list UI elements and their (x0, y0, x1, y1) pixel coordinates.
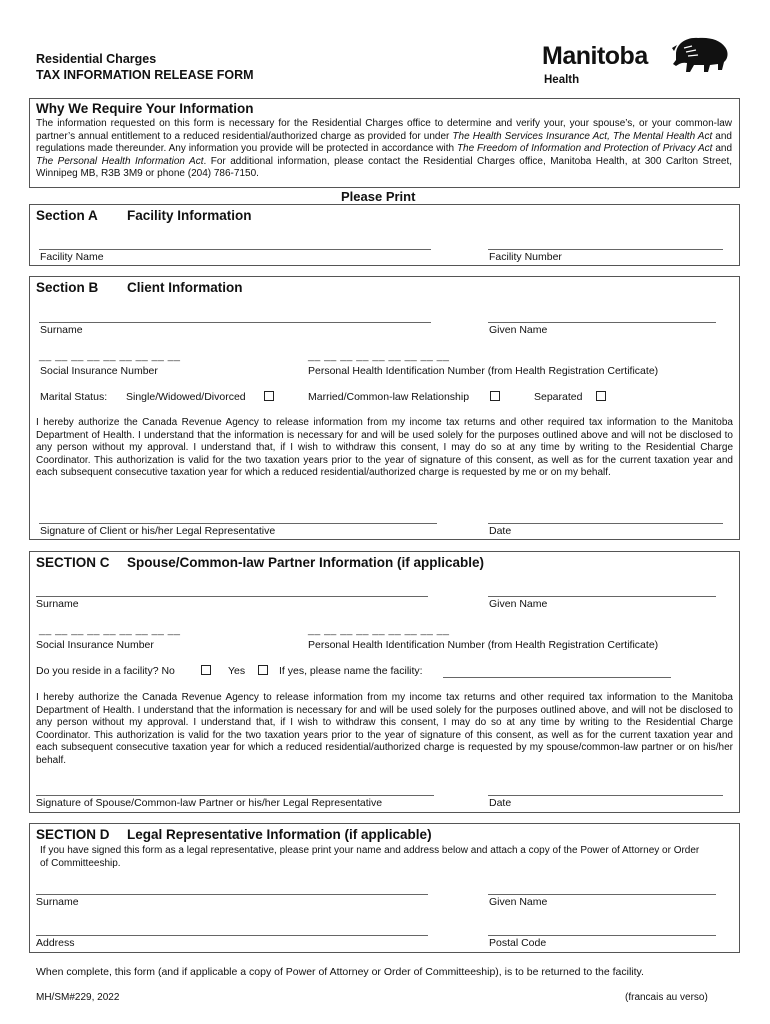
section-c-title: Spouse/Common-law Partner Information (if applicable) (127, 555, 485, 570)
logo-wordmark: Manitoba (542, 42, 648, 70)
facility-number-field[interactable] (488, 249, 723, 250)
why-title: Why We Require Your Information (36, 101, 254, 116)
spouse-sin-field[interactable]: __ __ __ __ __ __ __ __ __ (39, 624, 181, 636)
section-c-letter: SECTION C (36, 555, 110, 570)
separated-option-label: Separated (534, 391, 583, 403)
rep-address-label: Address (36, 937, 75, 949)
client-date-field[interactable] (488, 523, 723, 524)
why-we-require-box (29, 98, 740, 188)
manitoba-health-logo (542, 34, 732, 90)
reside-facility-question: Do you reside in a facility? No (36, 665, 175, 677)
please-print: Please Print (341, 189, 416, 204)
client-phin-label: Personal Health Identification Number (from Health Registration Certificate) (308, 365, 659, 377)
spouse-phin-field[interactable]: __ __ __ __ __ __ __ __ __ (308, 624, 450, 636)
section-d-letter: SECTION D (36, 827, 110, 842)
client-surname-label: Surname (40, 324, 83, 336)
facility-name-label: Facility Name (40, 251, 104, 263)
client-phin-field[interactable]: __ __ __ __ __ __ __ __ __ (308, 350, 450, 362)
logo-subtitle: Health (544, 74, 580, 86)
spouse-surname-label: Surname (36, 598, 79, 610)
facility-number-label: Facility Number (489, 251, 562, 263)
spouse-phin-label: Personal Health Identification Number (from Health Registration Certificate) (308, 639, 659, 651)
spouse-date-field[interactable] (488, 795, 723, 796)
reside-yes-checkbox[interactable] (258, 665, 268, 675)
spouse-surname-field[interactable] (36, 596, 428, 597)
section-a-title: Facility Information (127, 208, 252, 223)
client-sin-field[interactable]: __ __ __ __ __ __ __ __ __ (39, 350, 181, 362)
section-b-letter: Section B (36, 280, 99, 295)
rep-given-name-label: Given Name (489, 896, 548, 908)
rep-surname-label: Surname (36, 896, 79, 908)
program-name: Residential Charges (36, 52, 157, 66)
spouse-sin-label: Social Insurance Number (36, 639, 154, 651)
spouse-consent-text: I hereby authorize the Canada Revenue Agency to release information from my income tax returns and other required tax information to the Manitoba Department of Health. I understand that the information is necessary for and will be used solely for the purposes outlined above, and will not be disclosed to any person without my approval. I understand that, if I wish to withdraw this consent, I may do so at any time by writing to the Residential Charge Coordinator. This authorization is valid for the two taxation years prior to the year of signature of this consent, as well as for the current taxation year and each subsequent consecutive taxation year for which a reduced residential/authorized charge is requested by my spouse/common-law partner or on his/her behalf. (36, 692, 733, 766)
rep-given-name-field[interactable] (488, 894, 716, 895)
spouse-date-label: Date (489, 797, 512, 809)
facility-name-question: If yes, please name the facility: (279, 665, 423, 677)
section-b-box (29, 276, 740, 540)
reside-yes-label: Yes (228, 665, 246, 677)
client-given-name-field[interactable] (488, 322, 716, 323)
single-option-label: Single/Widowed/Divorced (126, 391, 246, 403)
marital-status-label: Marital Status: (40, 391, 108, 403)
rep-surname-field[interactable] (36, 894, 428, 895)
rep-postal-code-field[interactable] (488, 935, 716, 936)
client-surname-field[interactable] (39, 322, 431, 323)
bison-icon (670, 34, 732, 78)
spouse-given-name-label: Given Name (489, 598, 548, 610)
rep-address-field[interactable] (36, 935, 428, 936)
spouse-signature-field[interactable] (36, 795, 434, 796)
section-b-title: Client Information (127, 280, 243, 295)
single-checkbox[interactable] (264, 391, 274, 401)
section-d-intro: If you have signed this form as a legal representative, please print your name and address below and attach a copy of the Power of Attorney or Order of Committeeship. (40, 845, 700, 869)
client-signature-label: Signature of Client or his/her Legal Representative (40, 525, 276, 537)
reside-no-checkbox[interactable] (201, 665, 211, 675)
client-given-name-label: Given Name (489, 324, 548, 336)
french-version-note: (francais au verso) (625, 992, 708, 1003)
client-consent-text: I hereby authorize the Canada Revenue Agency to release information from my income tax returns and other required tax information to the Manitoba Department of Health. I understand that the information is necessary for and will be used solely for the purposes outlined above and will not be disclosed to any person without my approval. I understand that, if I wish to withdraw this consent, I may do so at any time by writing to the Residential Charge Coordinator. This authorization is valid for the two taxation years prior to the year of signature of this consent, as well as for the current taxation year and each subsequent consecutive taxation year for which a reduced residential/authorized charge is requested by me or on my behalf. (36, 417, 733, 479)
section-c-box (29, 551, 740, 813)
return-instructions: When complete, this form (and if applicable a copy of Power of Attorney or Order of Committeeship), is to be returned to the facility. (36, 966, 644, 978)
section-a-letter: Section A (36, 208, 98, 223)
form-code: MH/SM#229, 2022 (36, 992, 120, 1003)
client-date-label: Date (489, 525, 512, 537)
form-title: TAX INFORMATION RELEASE FORM (36, 68, 254, 82)
rep-postal-code-label: Postal Code (489, 937, 547, 949)
spouse-given-name-field[interactable] (488, 596, 716, 597)
married-option-label: Married/Common-law Relationship (308, 391, 470, 403)
section-d-title: Legal Representative Information (if applicable) (127, 827, 432, 842)
section-d-box (29, 823, 740, 953)
married-checkbox[interactable] (490, 391, 500, 401)
spouse-signature-label: Signature of Spouse/Common-law Partner or his/her Legal Representative (36, 797, 383, 809)
spouse-facility-field[interactable] (443, 677, 671, 678)
facility-name-field[interactable] (39, 249, 431, 250)
section-a-box (29, 204, 740, 266)
client-sin-label: Social Insurance Number (40, 365, 158, 377)
why-paragraph: The information requested on this form is necessary for the Residential Charges office to determine and verify your, your spouse’s, or your common-law partner’s annual entitlement to a reduced residential/authorized charge as provided for under The Health Services Insurance Act, The Mental Health Act and regulations made thereunder. Any information you provide will be protected in accordance with The Freedom of Information and Protection of Privacy Act and The Personal Health Information Act. For additional information, please contact the Residential Charges office, Manitoba Health, at 300 Carlton Street, Winnipeg MB, R3B 3M9 or phone (204) 786-7150. (36, 118, 733, 180)
separated-checkbox[interactable] (596, 391, 606, 401)
client-signature-field[interactable] (39, 523, 437, 524)
